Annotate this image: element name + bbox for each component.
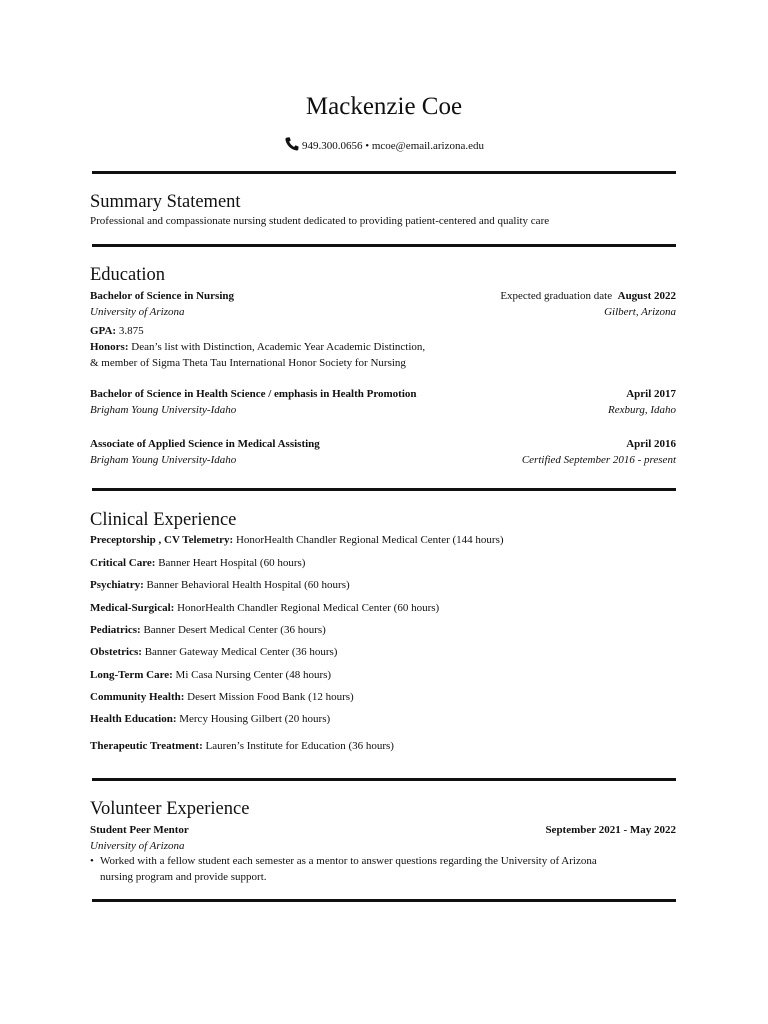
honors-row [90,339,676,355]
clinical-value: Mi Casa Nursing Center (48 hours) [175,669,332,681]
honors-text: Dean’s list with Distinction, Academic Year Academic Distinction, [131,341,426,353]
degree-date [500,288,676,304]
school-location: Gilbert, Arizona [604,306,676,318]
clinical-item [90,600,676,616]
volunteer-heading: Volunteer Experience [90,799,250,819]
certification-status: Certified September 2016 - present [521,454,676,466]
volunteer-role: Student Peer Mentor [90,824,189,836]
clinical-label: Preceptorship , CV Telemetry: [90,534,234,546]
phone-icon [284,136,300,152]
bullet-text-continued: nursing program and provide support. [100,871,267,883]
degree-title: Bachelor of Science in Health Science / emphasis in Health Promotion [90,388,417,400]
contact-separator: • [365,140,370,152]
education-heading: Education [90,265,166,285]
clinical-label: Long-Term Care: [90,669,173,681]
volunteer-date: September 2021 - May 2022 [545,824,676,836]
degree-date: April 2017 [626,388,676,400]
header-divider [92,171,676,174]
clinical-item [90,667,676,683]
degree-date: April 2016 [626,438,676,450]
clinical-value: Banner Gateway Medical Center (36 hours) [144,646,338,658]
clinical-label: Psychiatry: [90,579,144,591]
school-location: Rexburg, Idaho [607,404,676,416]
graduation-date: August 2022 [617,290,676,302]
clinical-value: Lauren’s Institute for Education (36 hours) [205,740,394,752]
summary-divider [92,244,676,247]
clinical-divider [92,778,676,781]
education-divider [92,488,676,491]
clinical-label: Therapeutic Treatment: [90,740,203,752]
degree-title: Bachelor of Science in Nursing [90,290,235,302]
clinical-item [90,577,676,593]
candidate-name: Mackenzie Coe [305,93,463,120]
summary-heading: Summary Statement [90,192,241,212]
clinical-item [90,711,676,727]
clinical-value: Desert Mission Food Bank (12 hours) [187,691,354,703]
clinical-item [90,532,676,548]
honors-label: Honors: [90,341,129,353]
clinical-item [90,689,676,705]
clinical-value: Banner Desert Medical Center (36 hours) [143,624,326,636]
bullet-text: Worked with a fellow student each semester as a mentor to answer questions regarding the University of Arizona [100,855,597,867]
contact-line [0,136,768,154]
clinical-value: Banner Heart Hospital (60 hours) [158,557,306,569]
gpa-label: GPA: [90,325,117,337]
clinical-label: Pediatrics: [90,624,141,636]
clinical-label: Medical-Surgical: [90,602,175,614]
clinical-value: Mercy Housing Gilbert (20 hours) [179,713,331,725]
clinical-item [90,738,676,754]
clinical-item [90,555,676,571]
clinical-label: Obstetrics: [90,646,142,658]
volunteer-org: University of Arizona [90,840,185,852]
date-prefix: Expected graduation date [500,290,613,302]
clinical-value: HonorHealth Chandler Regional Medical Center (144 hours) [235,534,504,546]
gpa-row [90,323,676,339]
clinical-item [90,622,676,638]
clinical-heading: Clinical Experience [90,510,237,530]
gpa-value: 3.875 [118,325,144,337]
clinical-value: HonorHealth Chandler Regional Medical Center (60 hours) [177,602,440,614]
school-name: Brigham Young University-Idaho [90,404,237,416]
school-name: Brigham Young University-Idaho [90,454,237,466]
clinical-value: Banner Behavioral Health Hospital (60 hours) [146,579,350,591]
email-address: mcoe@email.arizona.edu [371,140,484,152]
volunteer-divider [92,899,676,902]
clinical-item [90,644,676,660]
bullet-mark: • [90,855,94,867]
honors-row-continued: & member of Sigma Theta Tau International Honor Society for Nursing [90,357,406,369]
phone-number: 949.300.0656 [302,140,363,152]
clinical-label: Community Health: [90,691,185,703]
school-name: University of Arizona [90,306,185,318]
summary-text: Professional and compassionate nursing student dedicated to providing patient-centered and quality care [90,215,550,227]
clinical-label: Critical Care: [90,557,156,569]
degree-title: Associate of Applied Science in Medical Assisting [90,438,320,450]
clinical-label: Health Education: [90,713,177,725]
